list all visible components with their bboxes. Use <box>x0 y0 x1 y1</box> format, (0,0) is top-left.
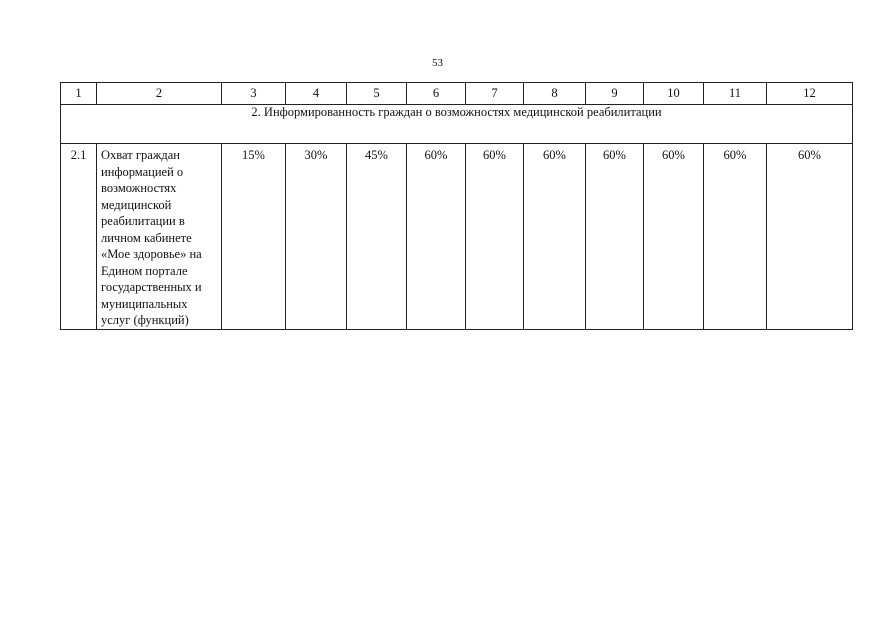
column-number-cell: 8 <box>524 83 586 105</box>
column-number-cell: 12 <box>767 83 853 105</box>
indicator-line: Едином портале <box>101 263 188 278</box>
value-cell: 60% <box>466 144 524 330</box>
column-number-cell: 5 <box>347 83 407 105</box>
value-cell: 60% <box>644 144 704 330</box>
column-number-cell: 7 <box>466 83 524 105</box>
indicator-name <box>97 144 222 330</box>
column-number-cell: 2 <box>97 83 222 105</box>
table-row <box>61 144 853 330</box>
indicator-line: медицинской <box>101 197 172 212</box>
indicators-table <box>60 82 853 330</box>
value-cell: 15% <box>222 144 286 330</box>
indicator-line: возможностях <box>101 181 177 195</box>
column-number-cell: 6 <box>407 83 466 105</box>
indicator-line: услуг (функций) <box>101 313 189 327</box>
page-number: 53 <box>432 57 443 69</box>
indicator-line: информацией о <box>101 164 184 179</box>
indicator-line: «Мое здоровье» на <box>101 247 202 261</box>
value-cell: 60% <box>407 144 466 330</box>
column-number-cell: 3 <box>222 83 286 105</box>
section-title: 2. Информированность граждан о возможностях медицинской реабилитации <box>61 105 853 144</box>
section-title-row <box>61 105 853 144</box>
column-number-cell: 11 <box>704 83 767 105</box>
indicator-line: Охват граждан <box>101 148 180 162</box>
value-cell: 30% <box>286 144 347 330</box>
indicator-line: реабилитации в <box>101 214 185 228</box>
value-cell: 60% <box>767 144 853 330</box>
column-number-cell: 1 <box>61 83 97 105</box>
column-number-cell: 10 <box>644 83 704 105</box>
indicator-line: государственных и <box>101 280 202 294</box>
value-cell: 45% <box>347 144 407 330</box>
indicator-line: муниципальных <box>101 296 188 311</box>
column-number-cell: 9 <box>586 83 644 105</box>
value-cell: 60% <box>524 144 586 330</box>
indicator-line: личном кабинете <box>101 230 192 245</box>
column-number-row <box>61 83 853 105</box>
value-cell: 60% <box>704 144 767 330</box>
column-number-cell: 4 <box>286 83 347 105</box>
row-number: 2.1 <box>61 144 97 330</box>
value-cell: 60% <box>586 144 644 330</box>
